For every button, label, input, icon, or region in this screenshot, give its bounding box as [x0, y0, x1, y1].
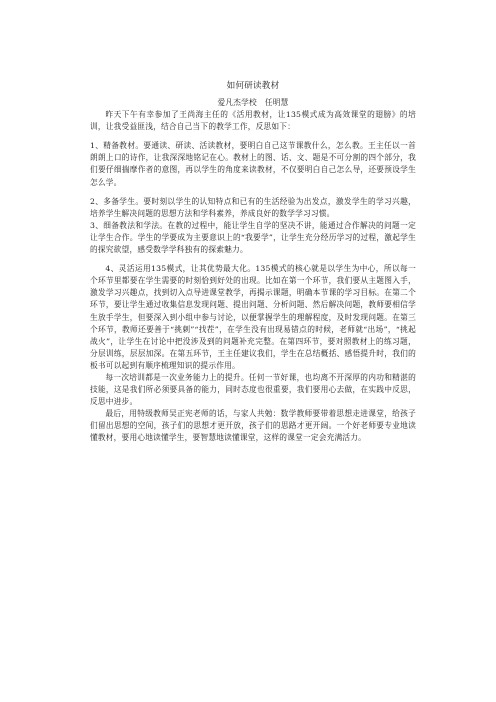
intro-paragraph: 昨天下午有幸参加了王尚海主任的《活用教材，让135模式成为高效课堂的翅膀》的培训，让我受益匪浅，结合自己当下的教学工作，反思如下：	[90, 110, 416, 132]
section-3-paragraph: 3、细备教法和学法。在教的过程中，能让学生自学的坚决不讲，能通过合作解决的问题一定让学生合作。学生的学要成为主要意识上的“我要学”，让学生充分经历学习的过程，激起学生的探究欲望，感受数学学科独有的探索魅力。	[90, 220, 416, 255]
document-author: 爱凡杰学校 任明慧	[217, 98, 289, 107]
section-4-paragraph: 4、灵活运用135模式，让其优势最大化。135模式的核心就是以学生为中心，所以每一个环节里都要在学生需要的时刻恰到好处的出现。比如在第一个环节，我们要从主题图入手，激发学习兴趣点，找到切入点导进课堂教学，再揭示课题，明确本节课的学习目标。在第二个环节，要让学生通过收集信息发现问题、提出问题、分析问题、然后解决问题，教师要相信学生放手学生，但要深入到小组中参与讨论，以便掌握学生的理解程度，及时发现问题。在第三个环节，教师还要善于“挑刺”“找茬”，在学生没有出现易错点的时候，老师就“出场”，“挑起战火”，让学生在讨论中把没涉及到的问题补充完整。在第四环节，要对照教材上的练习题，分层训练，层层加深。在第五环节，王主任建议我们，学生在总结概括、感悟提升时，我们的板书可以起到有顺序梳理知识的提示作用。	[90, 264, 416, 370]
section-1-paragraph: 1、精备教材。要通读、研读、活读教材，要明白自己这节课教什么，怎么教。王主任以一首朗朗上口的诗作，让我深深地铭记在心。教材上的图、话、文、题是不可分割的四个部分，我们要仔细揣摩作者的意图，再以学生的角度来读教材，不仅要明白自己怎么导，还要预设学生怎么学。	[90, 141, 416, 187]
section-2-paragraph: 2、多备学生。要时刻以学生的认知特点和已有的生活经验为出发点，激发学生的学习兴趣，培养学生解决问题的思想方法和学科素养，养成良好的数学学习习惯。	[90, 196, 416, 218]
closing-paragraph: 最后，用特级教师吴正宪老师的话，与家人共勉：数学教师要带着思想走进课堂，给孩子们留出思想的空间，孩子们的思想才更开放，孩子们的思路才更开阔。一个好老师要专业地读懂教材，要用心地读懂学生，要智慧地读懂课堂，这样的课堂一定会充满活力。	[90, 409, 416, 443]
document-body	[90, 80, 416, 445]
document-title: 如何研读教材	[226, 81, 280, 91]
reflection-paragraph: 每一次培训都是一次业务能力上的提升。任何一节好课，也均离不开深厚的内功和精湛的技能，这是我们所必须要具备的能力，同时态度也很重要，我们要用心去做，在实践中反思，反思中进步。	[90, 372, 416, 407]
